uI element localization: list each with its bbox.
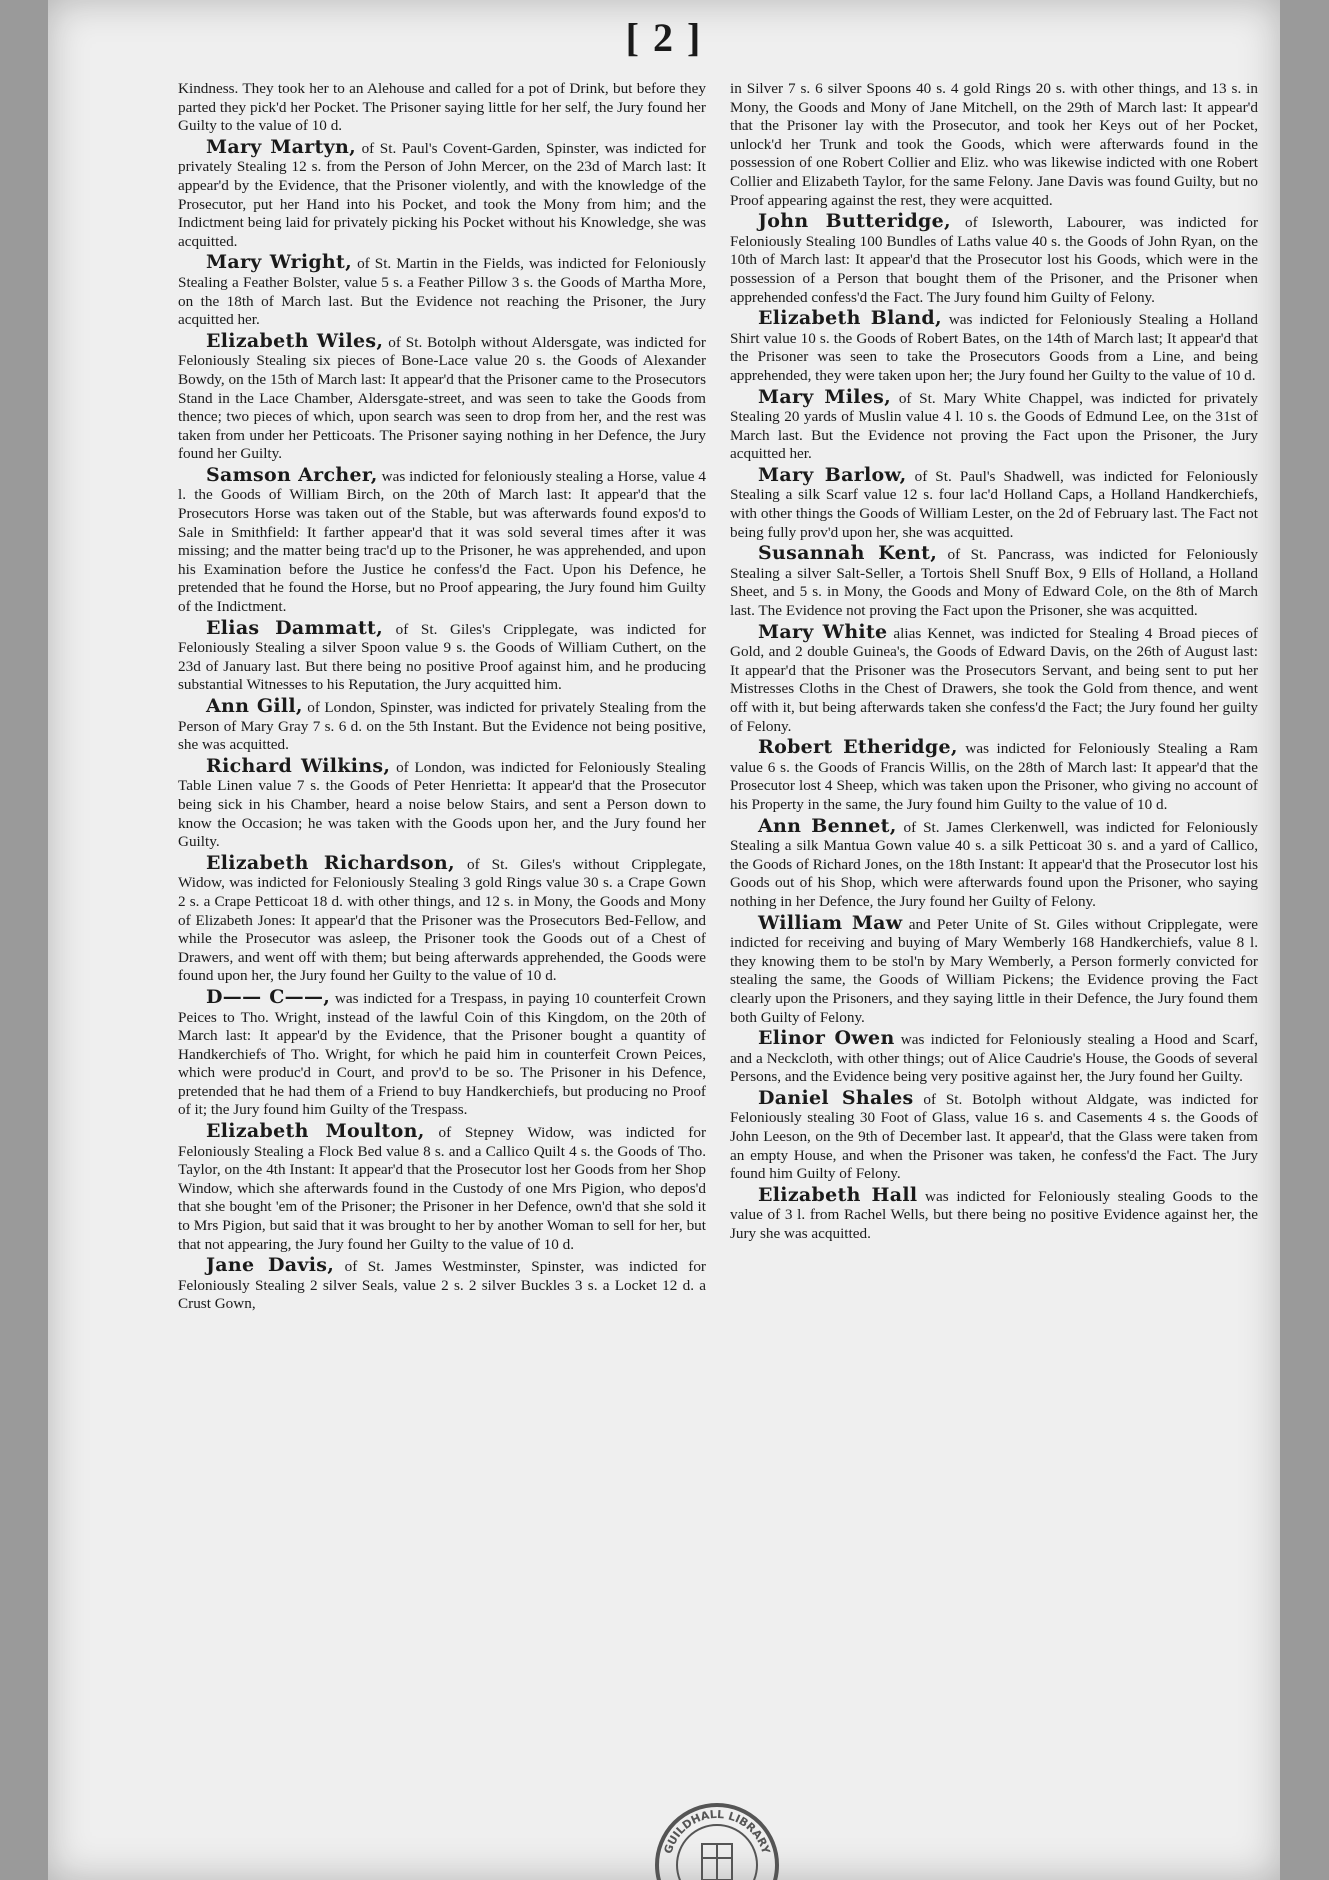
- case-text: was indicted for Feloniously stealing a Hood and Scarf, and a Neckcloth, with other things; out of Alice Caudrie's House, the Goods of several Persons, and the Evidence being very positive against her, the Jury found her Guilty.: [730, 1031, 1258, 1086]
- case-entry: [730, 544, 1258, 620]
- defendant-name: Elizabeth Hall: [758, 1183, 918, 1206]
- case-entry: [730, 814, 1258, 912]
- case-text: of St. Botolph without Aldersgate, was indicted for Feloniously Stealing six pieces of Bone-Lace value 20 s. the Goods of Alexander Bowdy, on the 15th of March last: It appear'd that the Prisoner came to the Prosecutors Stand in the Lace Chamber, Aldersgate-street, and was seen to take the Goods from thence; two pieces of which, upon search was seen to drop from her, and the rest was taken from under her Petticoats. The Prisoner saying nothing in her Defence, the Jury found her Guilty.: [178, 333, 706, 463]
- defendant-name: Mary Miles,: [758, 385, 892, 408]
- defendant-name: Richard Wilkins,: [206, 754, 391, 777]
- svg-text:GUILDHALL LIBRARY: GUILDHALL LIBRARY: [661, 1807, 773, 1856]
- case-text: was indicted for feloniously stealing a Horse, value 4 l. the Goods of William Birch, on the 20th of March last: It appear'd that the Prosecutors Horse was taken out of the Stable, but was afterwards found expos'd to Sale in Smithfield: It farther appear'd that it was sold several times after it was missing; and the matter being trac'd up to the Prisoner, he was apprehended, and upon his Examination before the Justice he confess'd the Fact. Upon his Defence, he pretended that he found the Horse, but no Proof appearing, the Jury found him Guilty of the Indictment.: [178, 467, 706, 616]
- defendant-name: John Butteridge,: [758, 210, 951, 233]
- case-entry: [730, 738, 1258, 814]
- case-text: of Isleworth, Labourer, was indicted for Feloniously Stealing 100 Bundles of Laths value 40 s. the Goods of John Ryan, on the 10th of March last: It appear'd that the Prosecutor lost his Goods, which were in the possession of a Person that bought them of the Prisoner, and the Prisoner when apprehended confess'd the Fact. The Jury found him Guilty of Felony.: [730, 214, 1258, 306]
- defendant-name: Elizabeth Moulton,: [206, 1120, 425, 1143]
- defendant-name: Mary Barlow,: [758, 463, 907, 486]
- case-entry: [178, 754, 706, 852]
- case-entry: [178, 463, 706, 617]
- case-text: of St. Paul's Shadwell, was indicted for Feloniously Stealing a silk Scarf value 12 s. four lac'd Holland Caps, a Holland Handkerchiefs, with other things the Goods of William Lester, on the 2d of February last. The Fact not being fully prov'd upon her, she was acquitted.: [730, 467, 1258, 541]
- case-entry: [730, 463, 1258, 542]
- case-entry: [178, 851, 706, 986]
- case-text: of Stepney Widow, was indicted for Feloniously Stealing a Flock Bed value 8 s. and a Callico Quilt 4 s. the Goods of Tho. Taylor, on the 4th Instant: It appear'd that the Prosecutor lost her Goods from her Shop Window, which she afterwards found in the Custody of one Mrs Pigion, who depos'd that she bought 'em of the Prisoner; the Prisoner in her Defence, own'd that she sold it to Mrs Pigion, but said that it was brought to her by another Woman to sell for her, but that not appearing, the Jury found her Guilty to the value of 10 d.: [178, 1124, 706, 1253]
- case-text: and Peter Unite of St. Giles without Cripplegate, were indicted for receiving and buying of Mary Wemberly 168 Handkerchiefs, value 8 l. they knowing them to be stol'n by Mary Wemberly, a Person formerly convicted for stealing the same, the Goods of William Pickens; the Evidence proving the Fact clearly upon the Prisoners, and they saying little in their Defence, the Jury found them both Guilty of Felony.: [730, 915, 1258, 1026]
- defendant-name: Mary Wright,: [206, 251, 353, 274]
- defendant-name: Mary Martyn,: [206, 135, 356, 158]
- case-entry: [178, 80, 706, 136]
- case-text: of St. Martin in the Fields, was indicted for Feloniously Stealing a Feather Bolster, value 5 s. a Feather Pillow 3 s. the Goods of Martha More, on the 18th of March last. But the Evidence not reaching the Prisoner, the Jury acquitted her.: [178, 255, 706, 329]
- case-entry: [730, 385, 1258, 464]
- case-text: in Silver 7 s. 6 silver Spoons 40 s. 4 gold Rings 20 s. with other things, and 13 s. in Mony, the Goods and Mony of Jane Mitchell, on the 29th of March last: It appear'd that the Prisoner lay with the Prosecutor, and took her Keys out of her Pocket, unlock'd her Trunk and took the Goods, which were afterwards found in the possession of one Robert Collier and Eliz. who was likewise indicted with one Robert Collier and Elizabeth Taylor, for the same Felony. Jane Davis was found Guilty, but no Proof appearing against the rest, they were acquitted.: [730, 80, 1258, 209]
- case-text: of St. Mary White Chappel, was indicted for privately Stealing 20 yards of Muslin value 4 l. 10 s. the Goods of Edmund Lee, on the 31st of March last. But the Evidence not proving the Fact upon the Prisoner, the Jury acquitted her.: [730, 389, 1258, 463]
- case-text: Kindness. They took her to an Alehouse and called for a pot of Drink, but before they parted they pick'd her Pocket. The Prisoner saying little for her self, the Jury found her Guilty to the value of 10 d.: [178, 80, 706, 135]
- case-entry: [178, 697, 706, 755]
- case-entry: [730, 1086, 1258, 1184]
- case-text: was indicted for Feloniously stealing Goods to the value of 3 l. from Rachel Wells, but there being no positive Evidence against her, the Jury she was acquitted.: [730, 1187, 1258, 1243]
- case-text: was indicted for a Trespass, in paying 10 counterfeit Crown Peices to Tho. Wright, instead of the lawful Coin of this Kingdom, on the 20th of March last: It appear'd by the Evidence, that the Prisoner bought a quantity of Handkerchiefs of Tho. Wright, for which he paid him in counterfeit Crown Peices, which were produc'd in Court, and prov'd to be so. The Prisoner in his Defence, pretended that he had them of a Friend to buy Handkerchiefs, but producing no Proof of it; the Jury found him Guilty of the Trespass.: [178, 989, 706, 1119]
- case-text: of London, Spinster, was indicted for privately Stealing from the Person of Mary Gray 7 s. 6 d. on the 5th Instant. But the Evidence not being positive, she was acquitted.: [178, 699, 706, 754]
- case-entry: [178, 135, 706, 252]
- case-entry: [730, 620, 1258, 737]
- case-entry: [178, 253, 706, 329]
- defendant-name: Ann Bennet,: [758, 814, 897, 837]
- defendant-name: Elizabeth Wiles,: [206, 329, 384, 352]
- defendant-name: William Maw: [758, 911, 903, 934]
- defendant-name: Daniel Shales: [758, 1086, 914, 1109]
- left-column: [178, 80, 706, 1780]
- defendant-name: Elinor Owen: [758, 1027, 895, 1050]
- case-entry: [730, 212, 1258, 307]
- case-text: of St. Giles's without Cripplegate, Widow, was indicted for Feloniously Stealing 3 gold Rings value 30 s. a Crape Gown 2 s. a Crape Petticoat 18 d. with other things, and 12 s. in Mony, the Goods and Mony of Elizabeth Jones: It appear'd that the Prisoner was the Prosecutors Bed-Fellow, and while the Prosecutor was asleep, the Prisoner took the Goods out of a Chest of Drawers, and went off with them; but being afterwards apprehended, the Goods were found upon her, the Jury found her Guilty to the value of 10 d.: [178, 855, 706, 985]
- case-text: of St. Paul's Covent-Garden, Spinster, was indicted for privately Stealing 12 s. from the Person of John Mercer, on the 23d of March last: It appear'd by the Evidence, that the Prisoner violently, and with the knowledge of the Prosecutor, put her Hand into his Pocket, and took the Mony from him; and the Indictment being laid for privately picking his Pocket without his Knowledge, she was acquitted.: [178, 139, 706, 250]
- defendant-name: Mary White: [758, 620, 888, 643]
- defendant-name: D—— C——,: [206, 985, 331, 1008]
- case-text: of London, was indicted for Feloniously Stealing Table Linen value 7 s. the Goods of Peter Henrietta: It appear'd that the Prosecutor being sick in his Chamber, heard a noise below Stairs, and sent a Person down to know the Occasion; he was taken with the Goods upon her, and the Jury found her Guilty.: [178, 758, 706, 851]
- defendant-name: Susannah Kent,: [758, 542, 938, 565]
- case-entry: [178, 1256, 706, 1314]
- defendant-name: Robert Etheridge,: [758, 736, 958, 759]
- case-entry: [178, 329, 706, 464]
- case-entry: [730, 1183, 1258, 1244]
- guildhall-library-stamp-icon: [652, 1800, 782, 1880]
- page-number: [ 2 ]: [625, 15, 703, 60]
- case-entry: [178, 616, 706, 695]
- defendant-name: Elizabeth Richardson,: [206, 851, 455, 874]
- defendant-name: Elias Dammatt,: [206, 616, 384, 639]
- case-entry: [178, 1122, 706, 1254]
- case-text: of St. Pancrass, was indicted for Feloniously Stealing a silver Salt-Seller, a Tortois Shell Snuff Box, 9 Ells of Holland, a Holland Sheet, and 5 s. in Mony, the Goods and Mony of Edward Cole, on the 8th of March last. The Evidence not proving the Fact upon the Prisoner, she was acquitted.: [730, 546, 1258, 620]
- defendant-name: Ann Gill,: [206, 695, 303, 717]
- case-entry: [730, 911, 1258, 1028]
- case-text: of St. Botolph without Aldgate, was indicted for Feloniously stealing 30 Foot of Glass, value 16 s. and Casements 4 s. the Goods of John Leeson, on the 9th of December last. It appear'd, that the Glass were taken from an empty House, and when the Prisoner was taken, he confess'd the Fact. The Jury found him Guilty of Felony.: [730, 1090, 1258, 1183]
- case-entry: [730, 80, 1258, 210]
- document-page: [48, 0, 1280, 1880]
- right-column: [730, 80, 1258, 1780]
- case-text: was indicted for Feloniously Stealing a Holland Shirt value 10 s. the Goods of Robert Bates, on the 14th of March last; It appear'd that the Prisoner was seen to take the Prosecutors Goods from a Line, and being apprehended, they were taken upon her; the Jury found her Guilty to the value of 10 d.: [730, 311, 1258, 384]
- defendant-name: Elizabeth Bland,: [758, 307, 942, 330]
- case-text: of St. James Westminster, Spinster, was indicted for Feloniously Stealing 2 silver Seals, value 2 s. 2 silver Buckles 3 s. a Locket 12 d. a Crust Gown,: [178, 1258, 706, 1313]
- text-columns: [178, 80, 1258, 1780]
- case-entry: [178, 985, 706, 1120]
- case-text: alias Kennet, was indicted for Stealing 4 Broad pieces of Gold, and 2 double Guinea's, the Goods of Edward Davis, on the 26th of August last: It appear'd that the Prisoner was the Prosecutors Servant, and being sent to put her Mistresses Cloths in the Chest of Drawers, she took the Gold from thence, and went off with it, but being afterwards taken she confess'd the Fact; the Jury found her guilty of Felony.: [730, 624, 1258, 735]
- case-text: of St. Giles's Cripplegate, was indicted for Feloniously Stealing a silver Spoon value 9 s. the Goods of William Cuthert, on the 23d of January last. But there being no positive Proof against him, and he producing substantial Witnesses to his Reputation, the Jury acquitted him.: [178, 620, 706, 694]
- case-entry: [730, 309, 1258, 385]
- defendant-name: Samson Archer,: [206, 463, 378, 486]
- case-entry: [730, 1029, 1258, 1087]
- case-text: of St. James Clerkenwell, was indicted for Feloniously Stealing a silk Mantua Gown value 40 s. a silk Petticoat 30 s. and a yard of Callico, the Goods of Richard Jones, on the 18th Instant: It appear'd that the Prosecutor lost his Goods out of his Shop, which were afterwards found upon the Prisoner, who saying nothing in her Defence, the Jury found her Guilty of Felony.: [730, 818, 1258, 910]
- defendant-name: Jane Davis,: [206, 1254, 335, 1277]
- case-text: was indicted for Feloniously Stealing a Ram value 6 s. the Goods of Francis Willis, on the 28th of March last: It appear'd that the Prosecutor lost 4 Sheep, which was taken upon the Prisoner, who giving no account of his Property in the same, the Jury found him Guilty to the value of 10 d.: [730, 740, 1258, 813]
